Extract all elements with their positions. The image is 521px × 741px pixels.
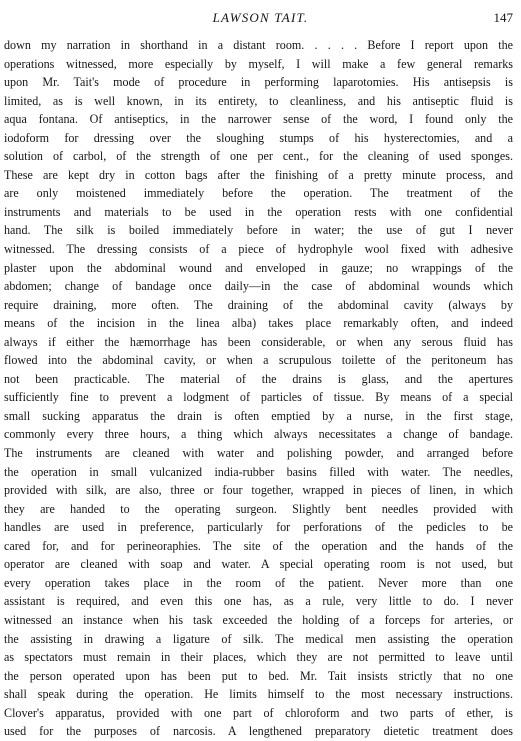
text-line: operator are cleaned with soap and water. A special operating room is not used, but: [4, 557, 513, 572]
text-line: These are kept dry in cotton bags after the finishing of a pretty minute process, and: [4, 167, 513, 182]
text-line: cared for, and for perineoraphies. The site of the operation and the hands of the: [4, 538, 513, 553]
text-line: as spectators must remain in their places, which they are not permitted to leave until: [4, 650, 513, 665]
text-line: The instruments are cleaned with water and polishing powder, and arranged before: [4, 446, 513, 461]
text-line: hand. The silk is boiled immediately before in water; the use of gut I never: [4, 223, 513, 238]
text-line: operations witnessed, more especially by myself, I will make a few general remarks: [4, 56, 513, 71]
text-line: assistant is required, and even this one has, as a rule, very little to do. I never: [4, 594, 513, 609]
text-line: plaster upon the abdominal wound and enveloped in gauze; no wrappings of the: [4, 260, 513, 275]
text-line: the assisting in drawing a ligature of silk. The medical men assisting the operation: [4, 631, 513, 646]
text-line: shall speak during the operation. He limits himself to the most necessary instructions.: [4, 687, 513, 702]
text-line: every operation takes place in the room of the patient. Never more than one: [4, 575, 513, 590]
text-line: aqua fontana. Of antiseptics, in the narrower sense of the word, I found only the: [4, 112, 513, 127]
running-head: [0, 8, 521, 28]
text-line: witnessed. The dressing consists of a piece of hydrophyle wool fixed with adhesive: [4, 242, 513, 257]
text-line: they are handed to the operating surgeon. Slightly bent needles provided with: [4, 501, 513, 516]
text-line: witnessed an instance when his task exceeded the holding of a forceps for arteries, or: [4, 612, 513, 627]
text-line: down my narration in shorthand in a distant room. . . . . Before I report upon the: [4, 38, 513, 52]
text-line: used for the purposes of narcosis. A lengthened preparatory dietetic treatment does: [4, 724, 513, 739]
text-line: are only moistened immediately before the operation. The treatment of the: [4, 186, 513, 201]
text-line: small sucking apparatus the drain is often emptied by a nurse, in the first stage,: [4, 408, 513, 423]
page-number: 147: [493, 10, 513, 25]
text-line: the operation in small vulcanized india-rubber basins filled with water. The needles,: [4, 464, 513, 479]
text-line: abdomen; change of bandage once daily—in the case of abdominal wounds which: [4, 279, 513, 294]
text-line: iodoform for dressing over the sloughing stumps of his hysterectomies, and a: [4, 130, 513, 145]
text-line: sufficiently fine to prevent a lodgment of particles of tissue. By means of a special: [4, 390, 513, 405]
text-line: limited, as is well known, in its entirety, to cleanliness, and his antiseptic fluid is: [4, 93, 513, 108]
text-line: require draining, more often. The draining of the abdominal cavity (always by: [4, 297, 513, 312]
text-line: Clover's apparatus, provided with one part of chloroform and two parts of ether, is: [4, 705, 513, 720]
text-line: the person operated upon has been put to bed. Mr. Tait insists strictly that no one: [4, 668, 513, 683]
text-line: handles are used in preference, particularly for perforations of the pedicles to be: [4, 520, 513, 535]
text-line: upon Mr. Tait's mode of procedure in performing laparotomies. His antisepsis is: [4, 75, 513, 90]
text-line: means of the incision in the linea alba) takes place remarkably often, and indeed: [4, 316, 513, 331]
text-line: provided with silk, are also, three or four together, wrapped in pieces of linen, in which: [4, 483, 513, 498]
body-text: [4, 36, 513, 741]
text-line: always if either the hæmorrhage has been considerable, or when any serous fluid has: [4, 334, 513, 349]
text-line: not been practicable. The material of the drains is glass, and the apertures: [4, 371, 513, 386]
text-line: commonly every three hours, a thing which always necessitates a change of bandage.: [4, 427, 513, 442]
text-line: instruments and materials to be used in the operation rests with one confidential: [4, 204, 513, 219]
running-title: LAWSON TAIT.: [212, 10, 309, 25]
text-line: flowed into the abdominal cavity, or when a scrupulous toilette of the peritoneum has: [4, 353, 513, 368]
text-line: solution of carbol, of the strength of one per cent., for the cleaning of used sponges.: [4, 149, 513, 164]
